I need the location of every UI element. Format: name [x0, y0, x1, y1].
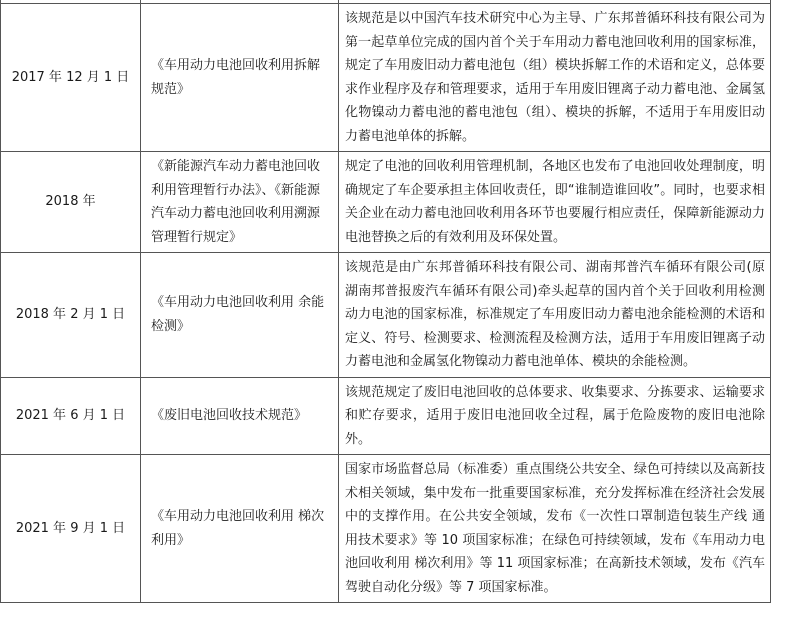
date-cell: 2018 年 [1, 152, 141, 253]
standard-title-cell: 《车用动力电池回收利用 余能检测》 [141, 253, 339, 378]
table-row [1, 4, 771, 152]
table-row [1, 152, 771, 253]
description-cell: 该规范是以中国汽车技术研究中心为主导、广东邦普循环科技有限公司为第一起草单位完成的国内首个关于车用动力蓄电池回收利用的国家标准，规定了车用废旧动力蓄电池包（组）模块拆解工作的术语和定义，总体要求作业程序及存和管理要求，适用于车用废旧锂离子动力蓄电池、金属氢化物镍动力蓄电池的蓄电池包（组）、模块的拆解，不适用于车用废旧动力蓄电池单体的拆解。 [339, 4, 771, 152]
description-cell: 该规范是由广东邦普循环科技有限公司、湖南邦普汽车循环有限公司(原湖南邦普报废汽车循环有限公司)牵头起草的国内首个关于回收利用检测动力电池的国家标准，标准规定了车用废旧动力蓄电池余能检测的术语和定义、符号、检测要求、检测流程及检测方法，适用于车用废旧锂离子动力蓄电池和金属氢化物镍动力蓄电池单体、模块的余能检测。 [339, 253, 771, 378]
date-cell: 2018 年 2 月 1 日 [1, 253, 141, 378]
description-cell: 国家市场监督总局（标准委）重点围绕公共安全、绿色可持续以及高新技术相关领域，集中发布一批重要国家标准，充分发挥标准在经济社会发展中的支撑作用。在公共安全领域，发布《一次性口罩制造包装生产线 通用技术要求》等 10 项国家标准；在绿色可持续领域，发布《车用动力电池回收利用 梯次利用》等 11 项国家标准；在高新技术领域，发布《汽车驾驶自动化分级》等 7 项国家标准。 [339, 455, 771, 603]
standard-title-cell: 《废旧电池回收技术规范》 [141, 377, 339, 455]
table-row [1, 253, 771, 378]
date-cell: 2017 年 12 月 1 日 [1, 4, 141, 152]
description-cell: 该规范规定了废旧电池回收的总体要求、收集要求、分拣要求、运输要求和贮存要求，适用于废旧电池回收全过程，属于危险废物的废旧电池除外。 [339, 377, 771, 455]
standard-title-cell: 《车用动力电池回收利用拆解规范》 [141, 4, 339, 152]
date-cell: 2021 年 9 月 1 日 [1, 455, 141, 603]
description-cell: 规定了电池的回收利用管理机制，各地区也发布了电池回收处理制度，明确规定了车企要承担主体回收责任，即“谁制造谁回收”。同时，也要求相关企业在动力蓄电池回收利用各环节也要履行相应责任，保障新能源动力电池替换之后的有效利用及环保处置。 [339, 152, 771, 253]
standard-title-cell: 《新能源汽车动力蓄电池回收利用管理暂行办法》、《新能源汽车动力蓄电池回收利用溯源管理暂行规定》 [141, 152, 339, 253]
standard-title-cell: 《车用动力电池回收利用 梯次利用》 [141, 455, 339, 603]
date-cell: 2021 年 6 月 1 日 [1, 377, 141, 455]
table-row [1, 455, 771, 603]
table-row [1, 377, 771, 455]
